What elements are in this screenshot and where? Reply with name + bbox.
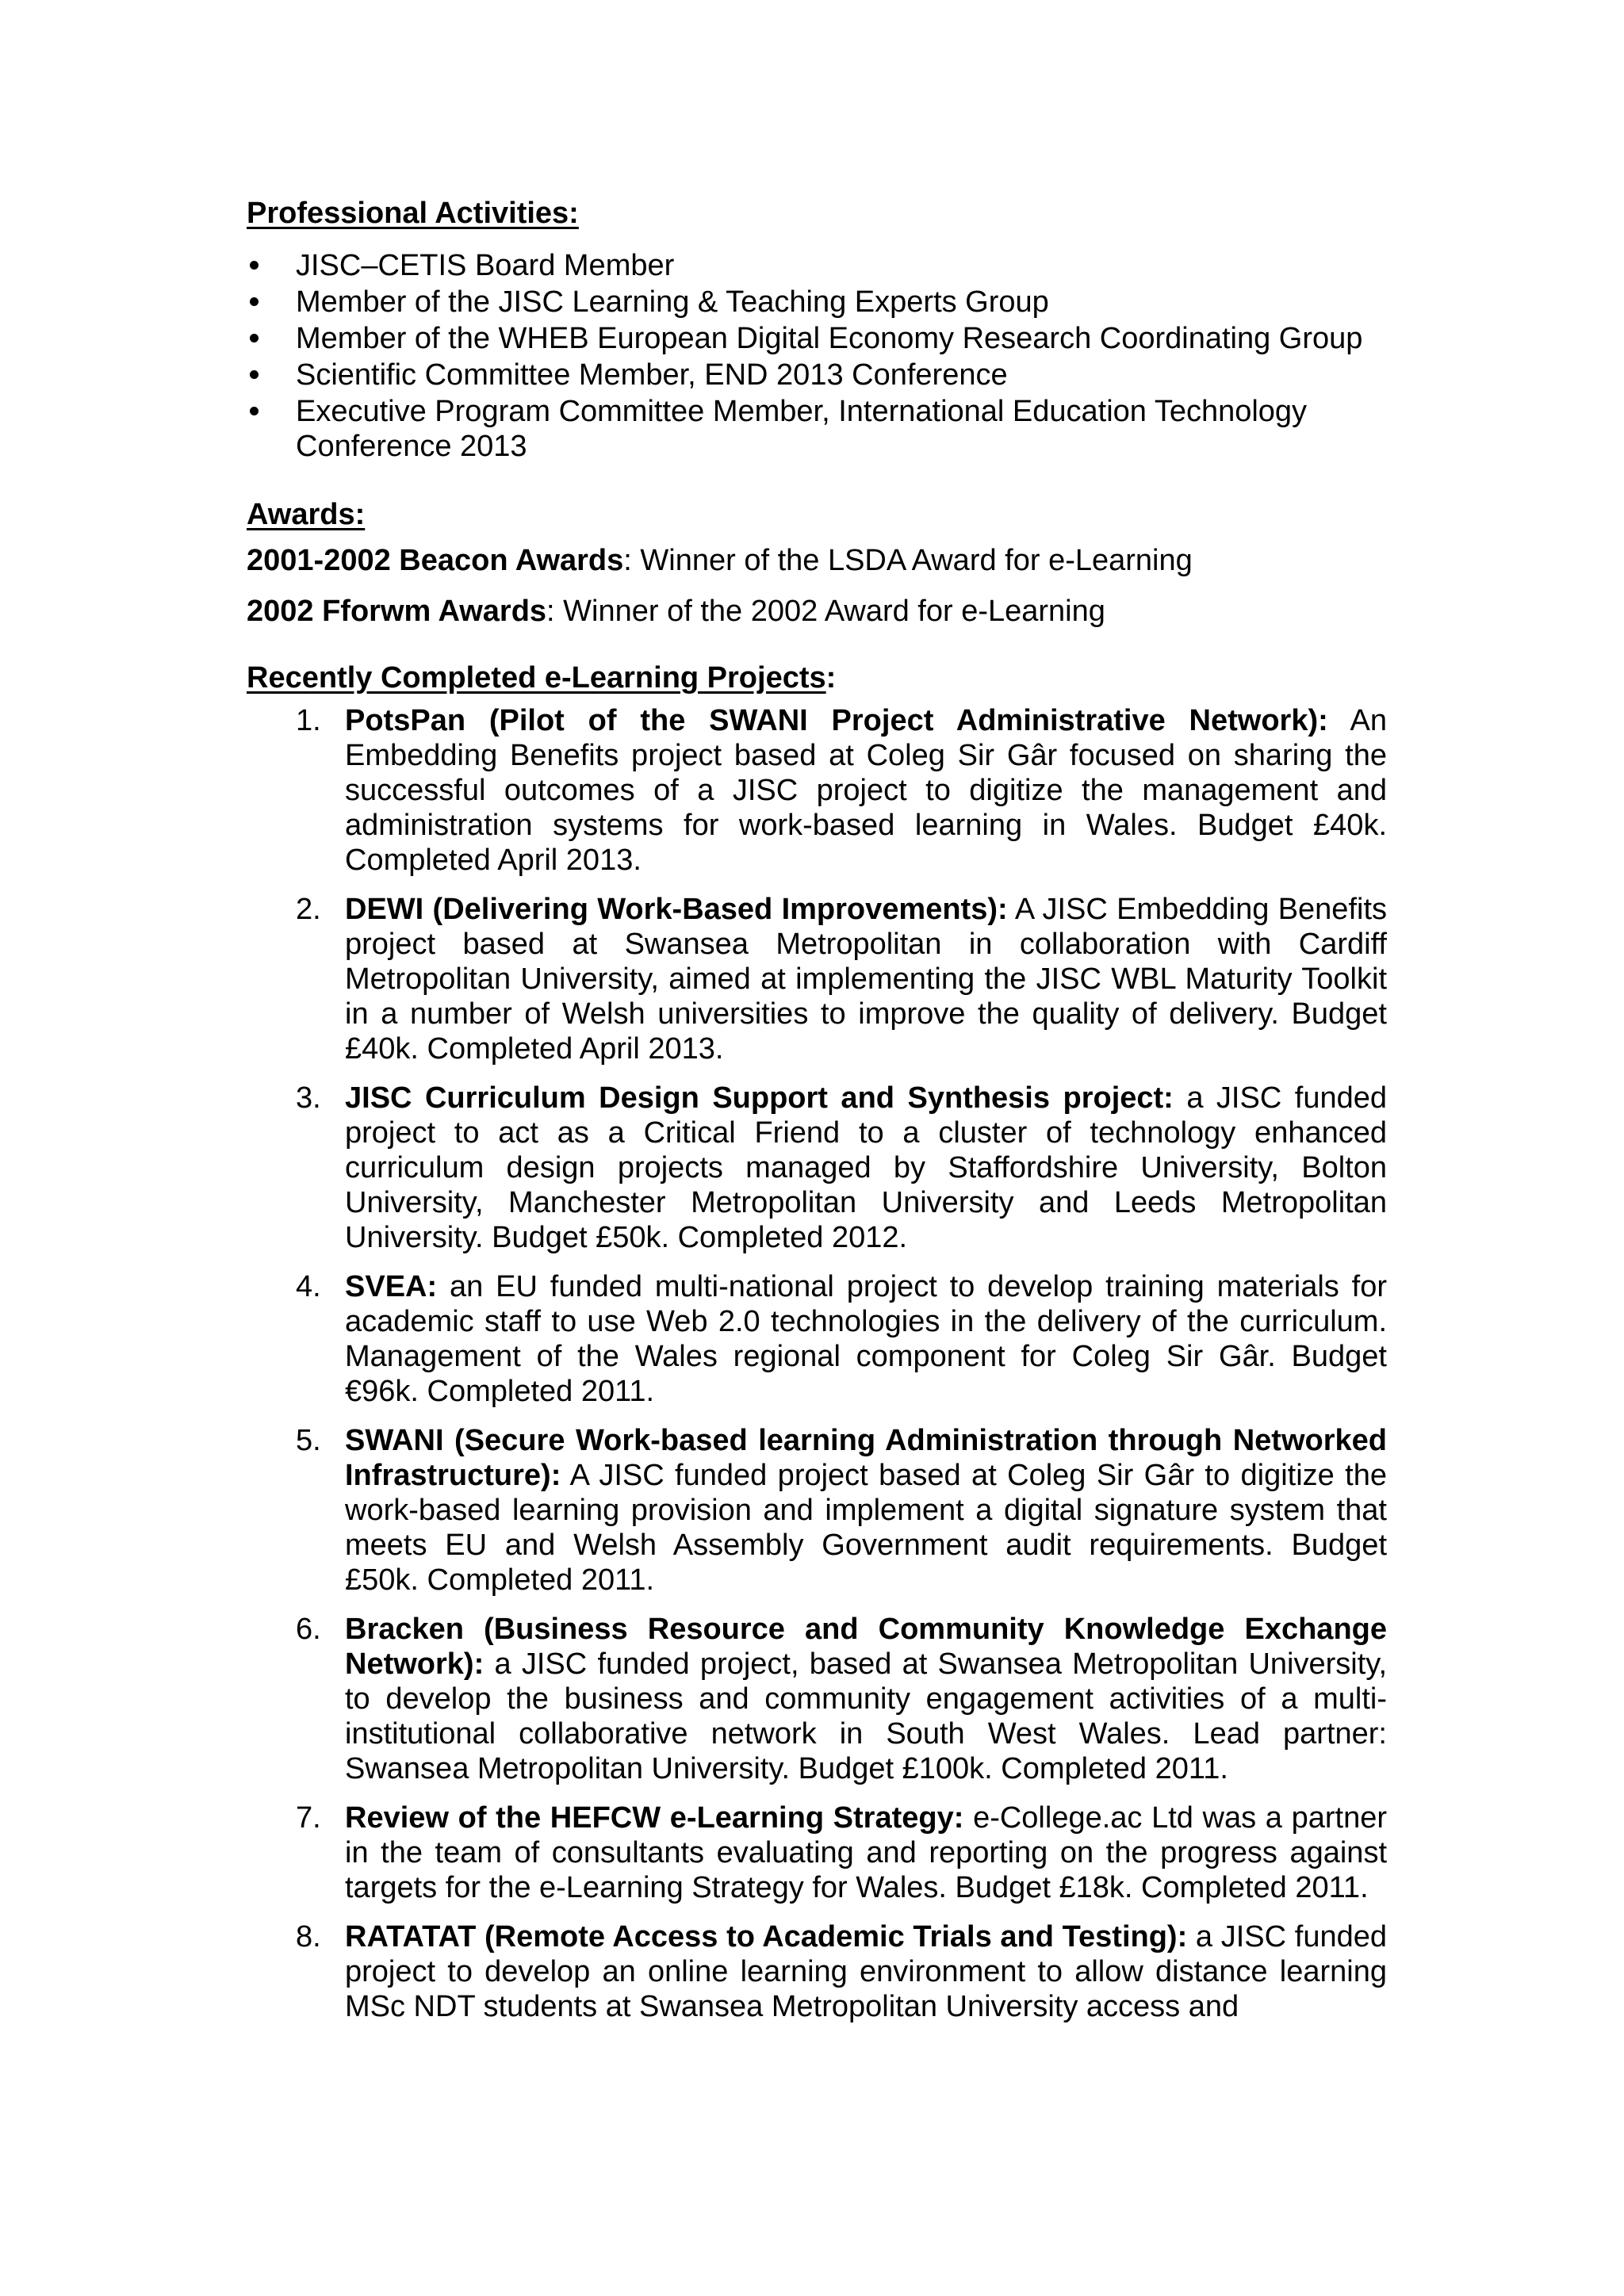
list-item: JISC–CETIS Board Member bbox=[247, 248, 1387, 283]
projects-heading: Recently Completed e-Learning Projects: bbox=[247, 661, 837, 695]
award-label: 2001-2002 Beacon Awards bbox=[247, 544, 624, 577]
project-item: 2. DEWI (Delivering Work-Based Improvements): A JISC Embedding Benefits project based at Swansea Metropolitan in collaboration with Cardiff Metropolitan University, aimed at implementing the JISC WBL Maturity Toolkit in a number of Welsh universities to improve the quality of delivery. Budget £40k. Completed April 2013. bbox=[296, 893, 1387, 1066]
professional-activities-list bbox=[247, 248, 1387, 464]
project-title: JISC Curriculum Design Support and Synthesis project: bbox=[345, 1081, 1174, 1115]
list-item: Member of the WHEB European Digital Economy Research Coordinating Group bbox=[247, 321, 1387, 356]
bullet-icon bbox=[250, 370, 259, 379]
project-title: Bracken (Business Resource and Community Knowledge Exchange Network): bbox=[345, 1613, 1387, 1681]
award-item: 2001-2002 Beacon Awards: Winner of the LSDA Award for e-Learning bbox=[247, 544, 1193, 577]
project-item: 5. SWANI (Secure Work-based learning Administration through Networked Infrastructure): A JISC funded project based at Coleg Sir Gâr to digitize the work-based learning provision and implement a digital signature system that meets EU and Welsh Assembly Government audit requirements. Budget £50k. Completed 2011. bbox=[296, 1424, 1387, 1597]
professional-activities-heading: Professional Activities: bbox=[247, 197, 579, 230]
project-title: DEWI (Delivering Work-Based Improvements): bbox=[345, 893, 1008, 926]
project-item: 8. RATATAT (Remote Access to Academic Trials and Testing): a JISC funded project to develop an online learning environment to allow distance learning MSc NDT students at Swansea Metropolitan University access and bbox=[296, 1920, 1387, 2023]
document-page bbox=[247, 196, 1387, 2038]
list-item: Member of the JISC Learning & Teaching Experts Group bbox=[247, 285, 1387, 320]
award-label: 2002 Fforwm Awards bbox=[247, 595, 547, 628]
project-item: 7. Review of the HEFCW e-Learning Strategy: e-College.ac Ltd was a partner in the team of consultants evaluating and reporting on the progress against targets for the e-Learning Strategy for Wales. Budget £18k. Completed 2011. bbox=[296, 1801, 1387, 1904]
project-title: RATATAT (Remote Access to Academic Trials and Testing): bbox=[345, 1920, 1188, 1954]
project-title: Review of the HEFCW e-Learning Strategy: bbox=[345, 1801, 964, 1835]
bullet-icon bbox=[250, 407, 259, 415]
project-title: SVEA: bbox=[345, 1270, 438, 1303]
projects-list bbox=[247, 703, 1387, 2024]
project-title: SWANI (Secure Work-based learning Administration through Networked Infrastructure): bbox=[345, 1424, 1387, 1492]
project-item: 6. Bracken (Business Resource and Community Knowledge Exchange Network): a JISC funded project, based at Swansea Metropolitan University, to develop the business and community engagement activities of a multi-institutional collaborative network in South West Wales. Lead partner: Swansea Metropolitan University. Budget £100k. Completed 2011. bbox=[296, 1613, 1387, 1785]
project-item: 1. PotsPan (Pilot of the SWANI Project Administrative Network): An Embedding Benefits project based at Coleg Sir Gâr focused on sharing the successful outcomes of a JISC project to digitize the management and administration systems for work-based learning in Wales. Budget £40k. Completed April 2013. bbox=[296, 704, 1387, 877]
project-item: 4. SVEA: an EU funded multi-national project to develop training materials for academic staff to use Web 2.0 technologies in the delivery of the curriculum. Management of the Wales regional component for Coleg Sir Gâr. Budget €96k. Completed 2011. bbox=[296, 1270, 1387, 1408]
bullet-icon bbox=[250, 297, 259, 306]
award-item: 2002 Fforwm Awards: Winner of the 2002 Award for e-Learning bbox=[247, 595, 1105, 628]
bullet-icon bbox=[250, 261, 259, 270]
project-title: PotsPan (Pilot of the SWANI Project Administrative Network): bbox=[345, 704, 1328, 737]
list-item: Executive Program Committee Member, International Education Technology Conference 2013 bbox=[247, 394, 1387, 464]
project-item: 3. JISC Curriculum Design Support and Synthesis project: a JISC funded project to act as a Critical Friend to a cluster of technology enhanced curriculum design projects managed by Staffordshire University, Bolton University, Manchester Metropolitan University and Leeds Metropolitan University. Budget £50k. Completed 2012. bbox=[296, 1081, 1387, 1254]
awards-heading: Awards: bbox=[247, 498, 366, 531]
bullet-icon bbox=[250, 334, 259, 342]
list-item: Scientific Committee Member, END 2013 Conference bbox=[247, 358, 1387, 392]
